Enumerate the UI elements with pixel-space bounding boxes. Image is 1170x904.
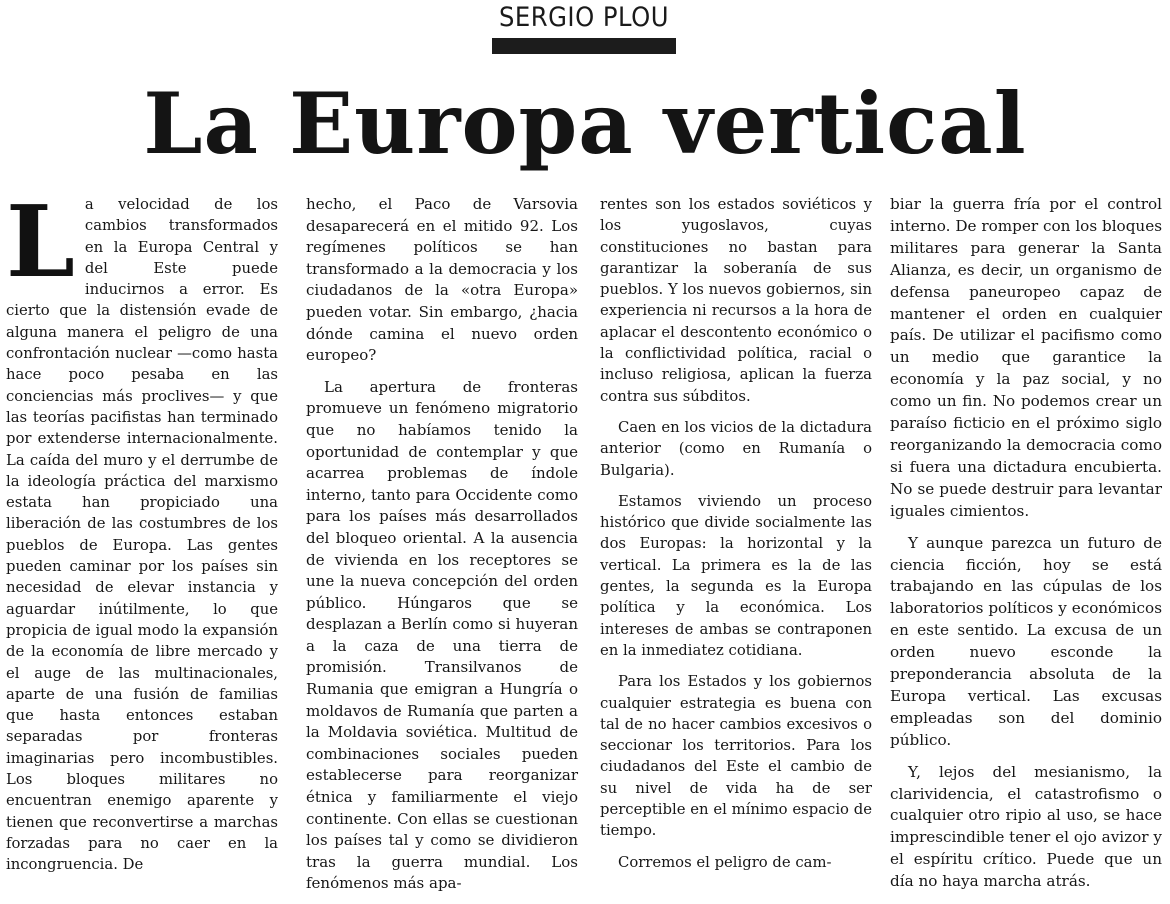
paragraph: Corremos el peligro de cam- bbox=[618, 853, 832, 871]
paragraph: biar la guerra fría por el control interno. De romper con los bloques militares para generar la Santa Alianza, es decir, un organismo de defensa paneuropeo capaz de mantener el orden en cualquier país. De utilizar el pacifismo como un medio que garantice la economía y la paz social, y no como un fin. No podemos crear un paraíso ficticio en el próximo siglo reorganizando la democracia como si fuera una dictadura encubierta. No se puede destruir para levantar iguales cimientos. bbox=[890, 195, 1162, 520]
author-byline: SERGIO PLOU bbox=[498, 2, 670, 33]
article-column-1 bbox=[6, 185, 278, 876]
paragraph: hecho, el Paco de Varsovia desaparecerá en el mitido 92. Los regímenes políticos se han transformado a la democracia y los ciudadanos de la «otra Europa» pueden votar. Sin embargo, ¿hacia dónde camina el nuevo orden europeo? bbox=[306, 195, 578, 365]
paragraph bbox=[6, 185, 278, 876]
article-column-4 bbox=[890, 194, 1162, 893]
paragraph-text: a velocidad de los cambios transformados en la Europa Central y del Este puede inducirnos a error. Es cierto que la distensión evade de alguna manera el peligro de una confrontación nuclear —como hasta hace poco pesaba en las conciencias más proclives— y que las teorías pacifistas han terminado por extenderse internacionalmente. La caída del muro y el derrumbe de la ideología práctica del marxismo estata han propiciado una liberación de las costumbres de los pueblos de Europa. Las gentes pueden caminar por los países sin necesidad de elevar instancia y aguardar inútilmente, lo que propicia de igual modo la expansión de la economía de libre mercado y el auge de las multinacionales, aparte de una fusión de familias que hasta entonces estaban separadas por fronteras imaginarias pero incombustibles. Los bloques militares no encuentran enemigo aparente y tienen que reconvertirse a marchas forzadas para no caer en la incongruencia. De bbox=[6, 196, 278, 874]
article-column-2 bbox=[306, 194, 578, 895]
paragraph: La apertura de fronteras promueve un fenómeno migratorio que no habíamos tenido la oportunidad de contemplar y que acarrea problemas de índole interno, tanto para Occidente como para los países más desarrollados del bloqueo oriental. A la ausencia de vivienda en los receptores se une la nueva concepción del orden público. Húngaros que se desplazan a Berlín como si huyeran a la caza de una tierra de promisión. Transilvanos de Rumania que emigran a Hungría o moldavos de Rumanía que parten a la Moldavia soviética. Multitud de combinaciones sociales pueden establecerse para reorganizar étnica y familiarmente el viejo continente. Con ellas se cuestionan los países tal y como se dividieron tras la guerra mundial. Los fenómenos más apa- bbox=[306, 377, 578, 893]
paragraph: Y, lejos del mesianismo, la clarividencia, el catastrofismo o cualquier otro ripio al uso, se hace imprescindible tener el ojo avizor y el espíritu crítico. Puede que un día no haya marcha atrás. bbox=[890, 762, 1162, 891]
article-headline: La Europa vertical bbox=[143, 74, 1027, 173]
paragraph: Caen en los vicios de la dictadura anterior (como en Rumanía o Bulgaria). bbox=[600, 418, 872, 479]
byline-rule bbox=[492, 38, 676, 54]
paragraph: rentes son los estados soviéticos y los yugoslavos, cuyas constituciones no bastan para garantizar la soberanía de sus pueblos. Y los nuevos gobiernos, sin experiencia ni recursos a la hora de aplacar el descontento económico o la conflictividad política, racial o incluso religiosa, aplican la fuerza contra sus súbditos. bbox=[600, 196, 872, 405]
drop-cap: L bbox=[6, 185, 75, 300]
paragraph: Estamos viviendo un proceso histórico que divide socialmente las dos Europas: la horizontal y la vertical. La primera es la de las gentes, la segunda es la Europa política y la económica. Los intereses de ambas se contraponen en la inmediatez cotidiana. bbox=[600, 492, 872, 659]
paragraph: Y aunque parezca un futuro de ciencia ficción, hoy se está trabajando en las cúpulas de los laboratorios políticos y económicos en este sentido. La excusa de un orden nuevo esconde la preponderancia absoluta de la Europa vertical. Las excusas empleadas son del dominio público. bbox=[890, 533, 1162, 749]
paragraph: Para los Estados y los gobiernos cualquier estrategia es buena con tal de no hacer cambios excesivos o seccionar los territorios. Para los ciudadanos del Este el cambio de su nivel de vida ha de ser perceptible en el mínimo espacio de tiempo. bbox=[600, 673, 872, 840]
article-column-3 bbox=[600, 194, 872, 873]
